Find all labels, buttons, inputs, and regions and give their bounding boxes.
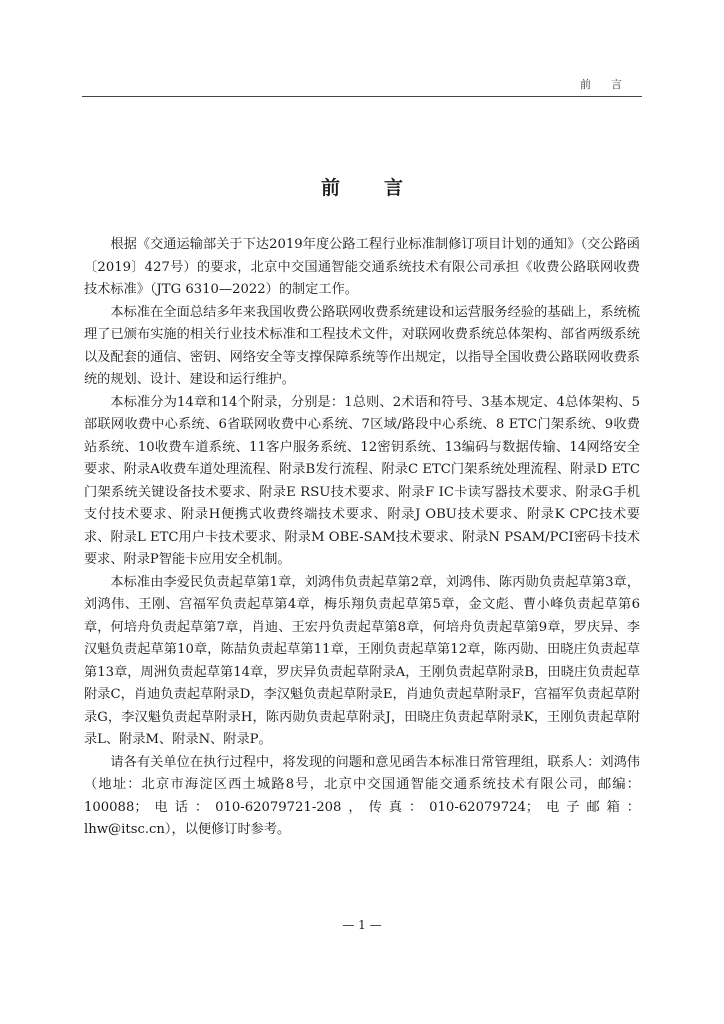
running-header-title: 前言 <box>580 78 642 91</box>
preface-body <box>84 234 640 842</box>
header-divider <box>82 96 642 97</box>
paragraph-contact: 请各有关单位在执行过程中，将发现的问题和意见函告本标准日常管理组，联系人：刘鸿伟（地址：北京市海淀区西土城路8号，北京中交国通智能交通系统技术有限公司，邮编：100088；电话：010-62079721-208，传真：010-62079724；电子邮箱：lhw@itsc.cn），以便修订时参考。 <box>84 754 640 837</box>
paragraph-scope: 本标准在全面总结多年来我国收费公路联网收费系统建设和运营服务经验的基础上，系统梳理了已颁布实施的相关行业技术标准和工程技术文件，对联网收费系统总体架构、部省两级系统以及配套的通信、密钥、网络安全等支撑保障系统等作出规定，以指导全国收费公路联网收费系统的规划、设计、建设和运行维护。 <box>84 304 640 387</box>
page-title: 前言 <box>320 176 447 199</box>
paragraph-authors: 本标准由李爱民负责起草第1章，刘鸿伟负责起草第2章，刘鸿伟、陈丙勋负责起草第3章，刘鸿伟、王刚、宫福军负责起草第4章，梅乐翔负责起草第5章，金文彪、曹小峰负责起草第6章，何培舟负责起草第7章，肖迪、王宏丹负责起草第8章，何培舟负责起草第9章，罗庆异、李汉魁负责起草第10章，陈喆负责起草第11章，王刚负责起草第12章，陈丙勋、田晓庄负责起草第13章，周洲负责起草第14章，罗庆异负责起草附录A，王刚负责起草附录B，田晓庄负责起草附录C，肖迪负责起草附录D，李汉魁负责起草附录E，肖迪负责起草附录F，宫福军负责起草附录G，李汉魁负责起草附录H，陈丙勋负责起草附录J，田晓庄负责起草附录K，王刚负责起草附录L、附录M、附录N、附录P。 <box>84 574 640 747</box>
page-number: — 1 — <box>342 918 382 932</box>
paragraph-basis: 根据《交通运输部关于下达2019年度公路工程行业标准制修订项目计划的通知》（交公路函〔2019〕427号）的要求，北京中交国通智能交通系统技术有限公司承担《收费公路联网收费技术标准》（JTG 6310—2022）的制定工作。 <box>84 237 640 297</box>
paragraph-structure: 本标准分为14章和14个附录，分别是：1总则、2术语和符号、3基本规定、4总体架构、5部联网收费中心系统、6省联网收费中心系统、7区域/路段中心系统、8 ETC门架系统、9收费站系统、10收费车道系统、11客户服务系统、12密钥系统、13编码与数据传输、14网络安全要求、附录A收费车道处理流程、附录B发行流程、附录C ETC门架系统处理流程、附录D ETC门架系统关键设备技术要求、附录E RSU技术要求、附录F IC卡读写器技术要求、附录G手机支付技术要求、附录H便携式收费终端技术要求、附录J OBU技术要求、附录K CPC技术要求、附录L ETC用户卡技术要求、附录M OBE-SAM技术要求、附录N PSAM/PCI密码卡技术要求、附录P智能卡应用安全机制。 <box>84 394 640 567</box>
